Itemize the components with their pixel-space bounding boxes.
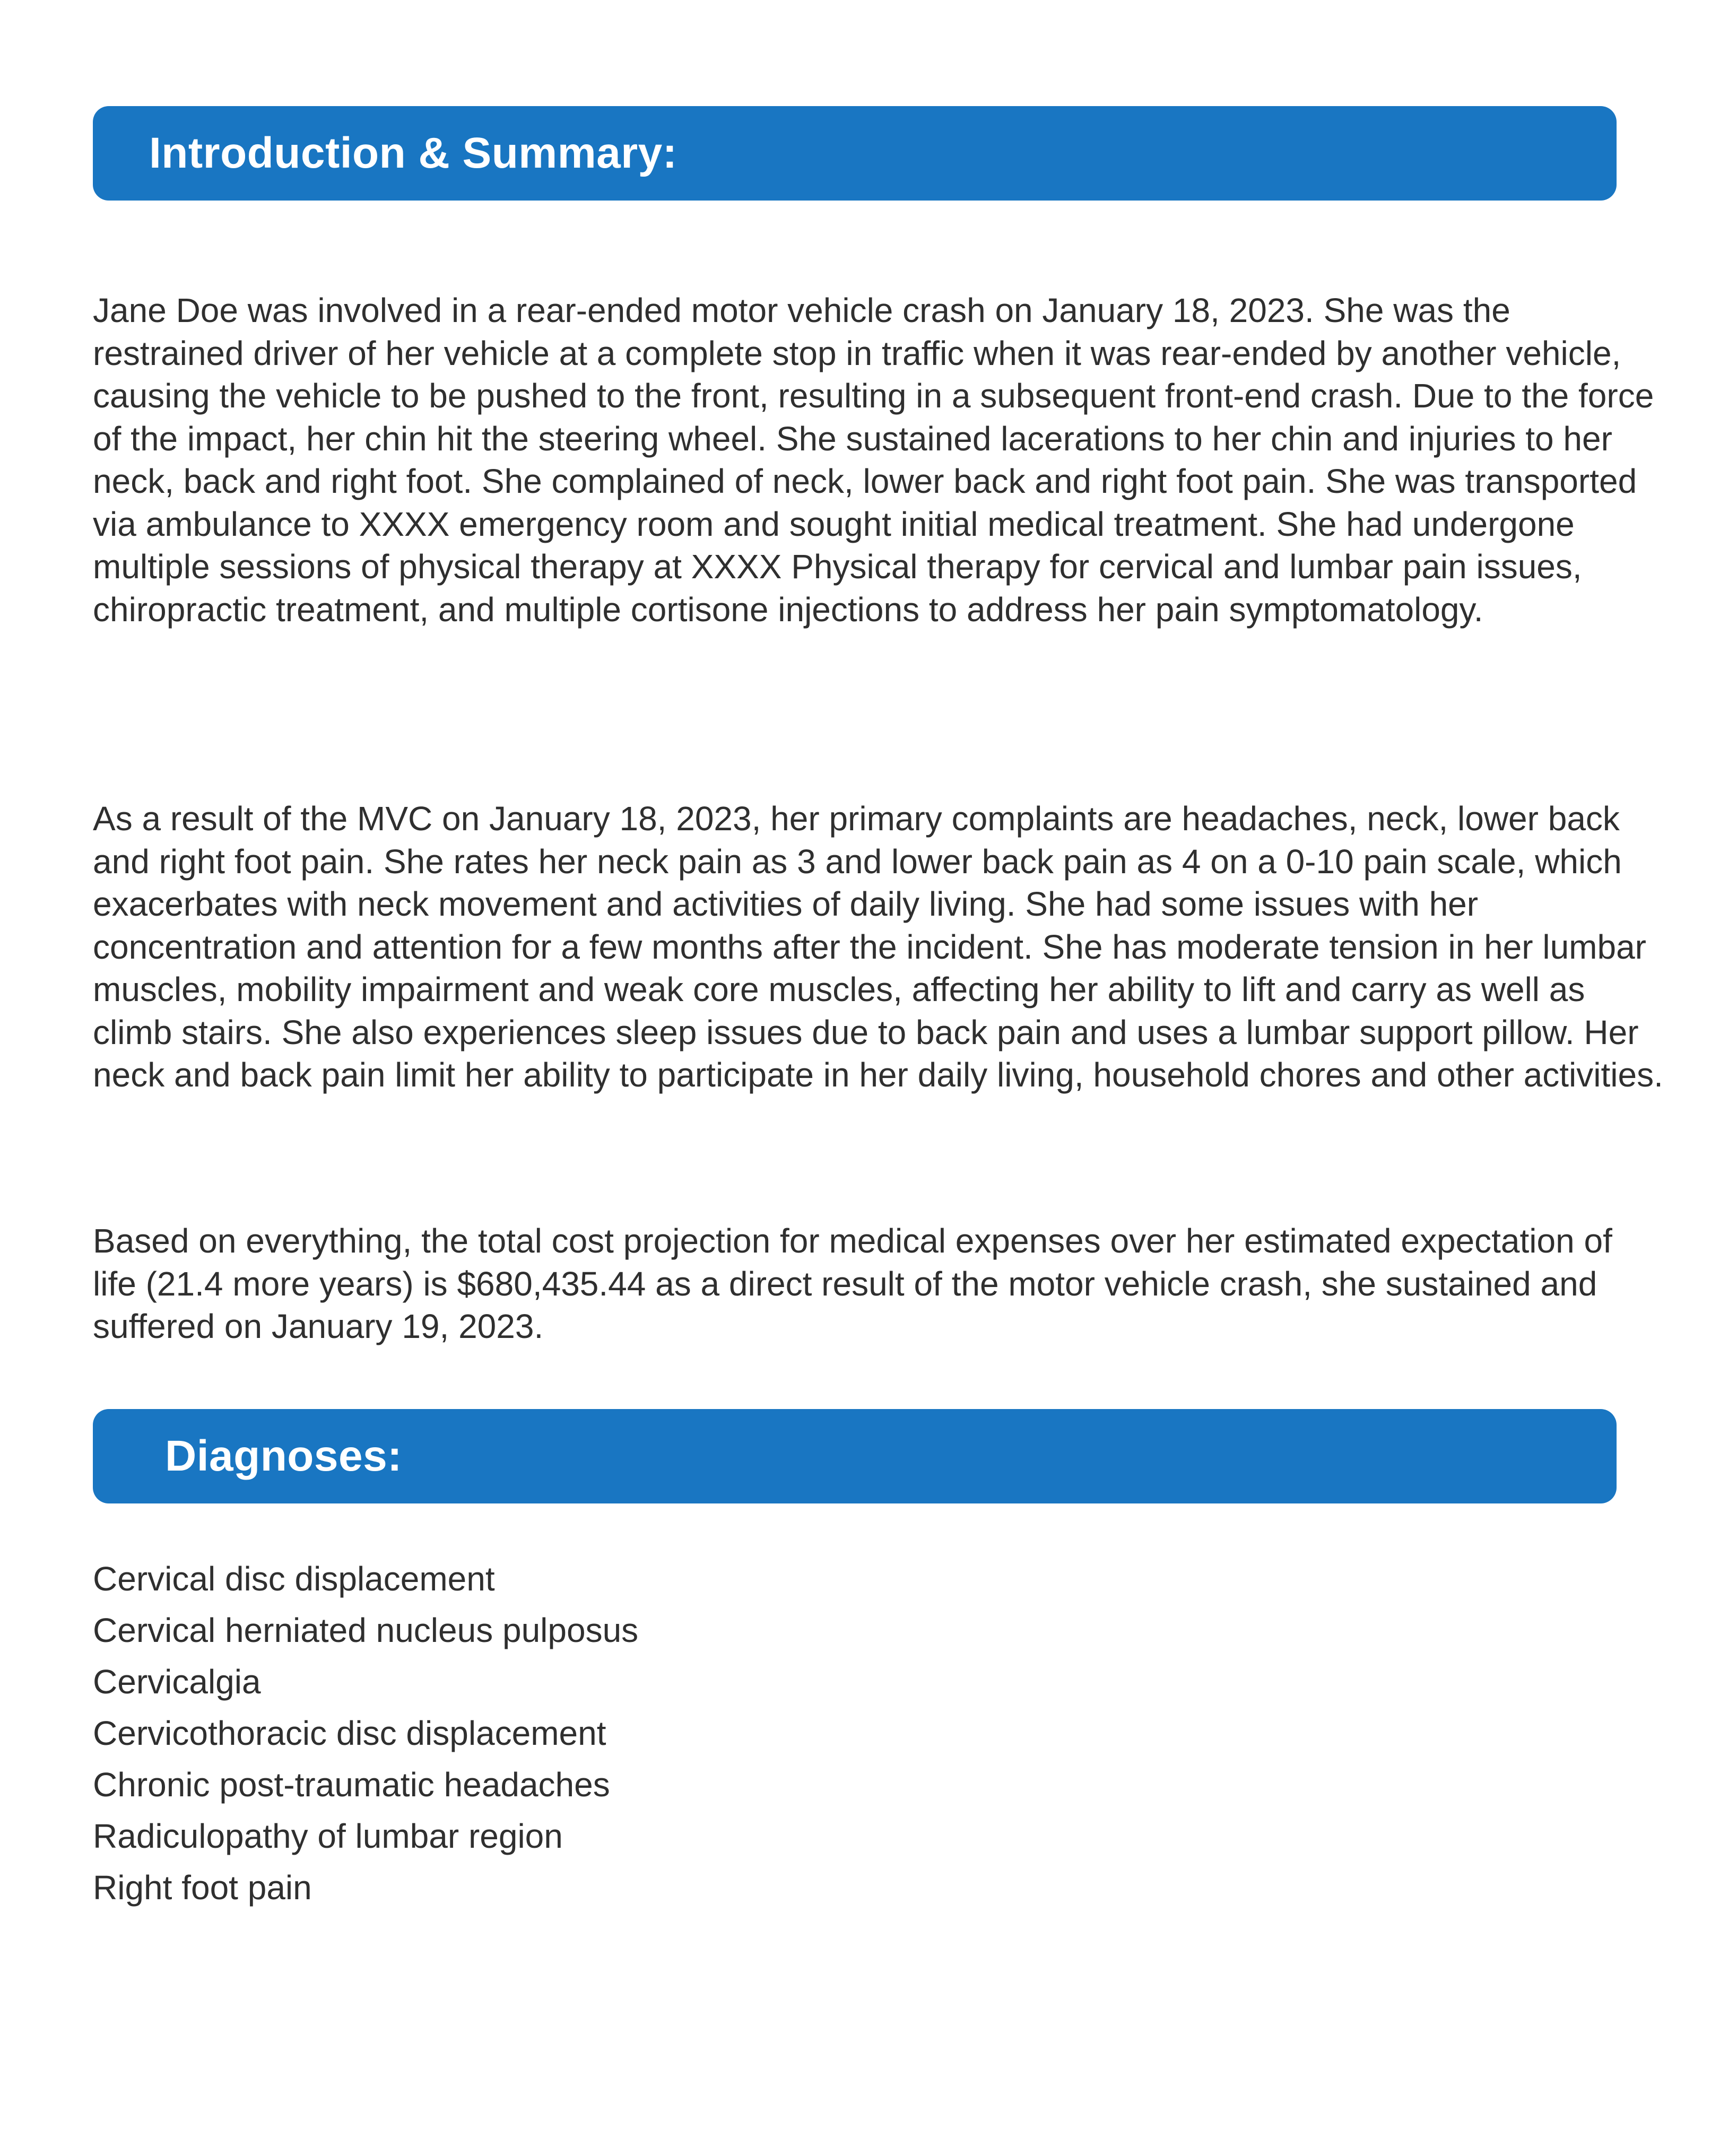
- diagnosis-item: Cervicothoracic disc displacement: [93, 1714, 606, 1752]
- diagnosis-item: Radiculopathy of lumbar region: [93, 1817, 563, 1855]
- intro-paragraph-3: Based on everything, the total cost projection for medical expenses over her estimated expectation of life (21.4 more years) is $680,435.44 as a direct result of the motor vehicle crash, she sustained and suffered on January 19, 2023.: [93, 1222, 1612, 1345]
- diagnoses-header: [93, 1409, 1617, 1503]
- intro-paragraph-1: Jane Doe was involved in a rear-ended motor vehicle crash on January 18, 2023. She was the restrained driver of her vehicle at a complete stop in traffic when it was rear-ended by another vehicle, causing the vehicle to be pushed to the front, resulting in a subsequent front-end crash. Due to the force of the impact, her chin hit the steering wheel. She sustained lacerations to her chin and injuries to her neck, back and right foot. She complained of neck, lower back and right foot pain. She was transported via ambulance to XXXX emergency room and sought initial medical treatment. She had undergone multiple sessions of physical therapy at XXXX Physical therapy for cervical and lumbar pain issues, chiropractic treatment, and multiple cortisone injections to address her pain symptomatology.: [93, 291, 1654, 629]
- diagnosis-item: Chronic post-traumatic headaches: [93, 1766, 610, 1804]
- intro-summary-header: [93, 106, 1617, 201]
- intro-paragraph-2: As a result of the MVC on January 18, 2023, her primary complaints are headaches, neck, lower back and right foot pain. She rates her neck pain as 3 and lower back pain as 4 on a 0-10 pain scale, which exacerbates with neck movement and activities of daily living. She had some issues with her concentration and attention for a few months after the incident. She has moderate tension in her lumbar muscles, mobility impairment and weak core muscles, affecting her ability to lift and carry as well as climb stairs. She also experiences sleep issues due to back pain and uses a lumbar support pillow. Her neck and back pain limit her ability to participate in her daily living, household chores and other activities.: [93, 799, 1663, 1094]
- diagnosis-item: Cervical herniated nucleus pulposus: [93, 1611, 639, 1649]
- diagnoses-list: [93, 1558, 703, 1918]
- diagnoses-title: Diagnoses:: [165, 1432, 402, 1480]
- intro-summary-title: Introduction & Summary:: [149, 129, 678, 177]
- diagnosis-item: Right foot pain: [93, 1868, 312, 1907]
- diagnosis-item: Cervical disc displacement: [93, 1560, 495, 1598]
- diagnosis-item: Cervicalgia: [93, 1663, 261, 1701]
